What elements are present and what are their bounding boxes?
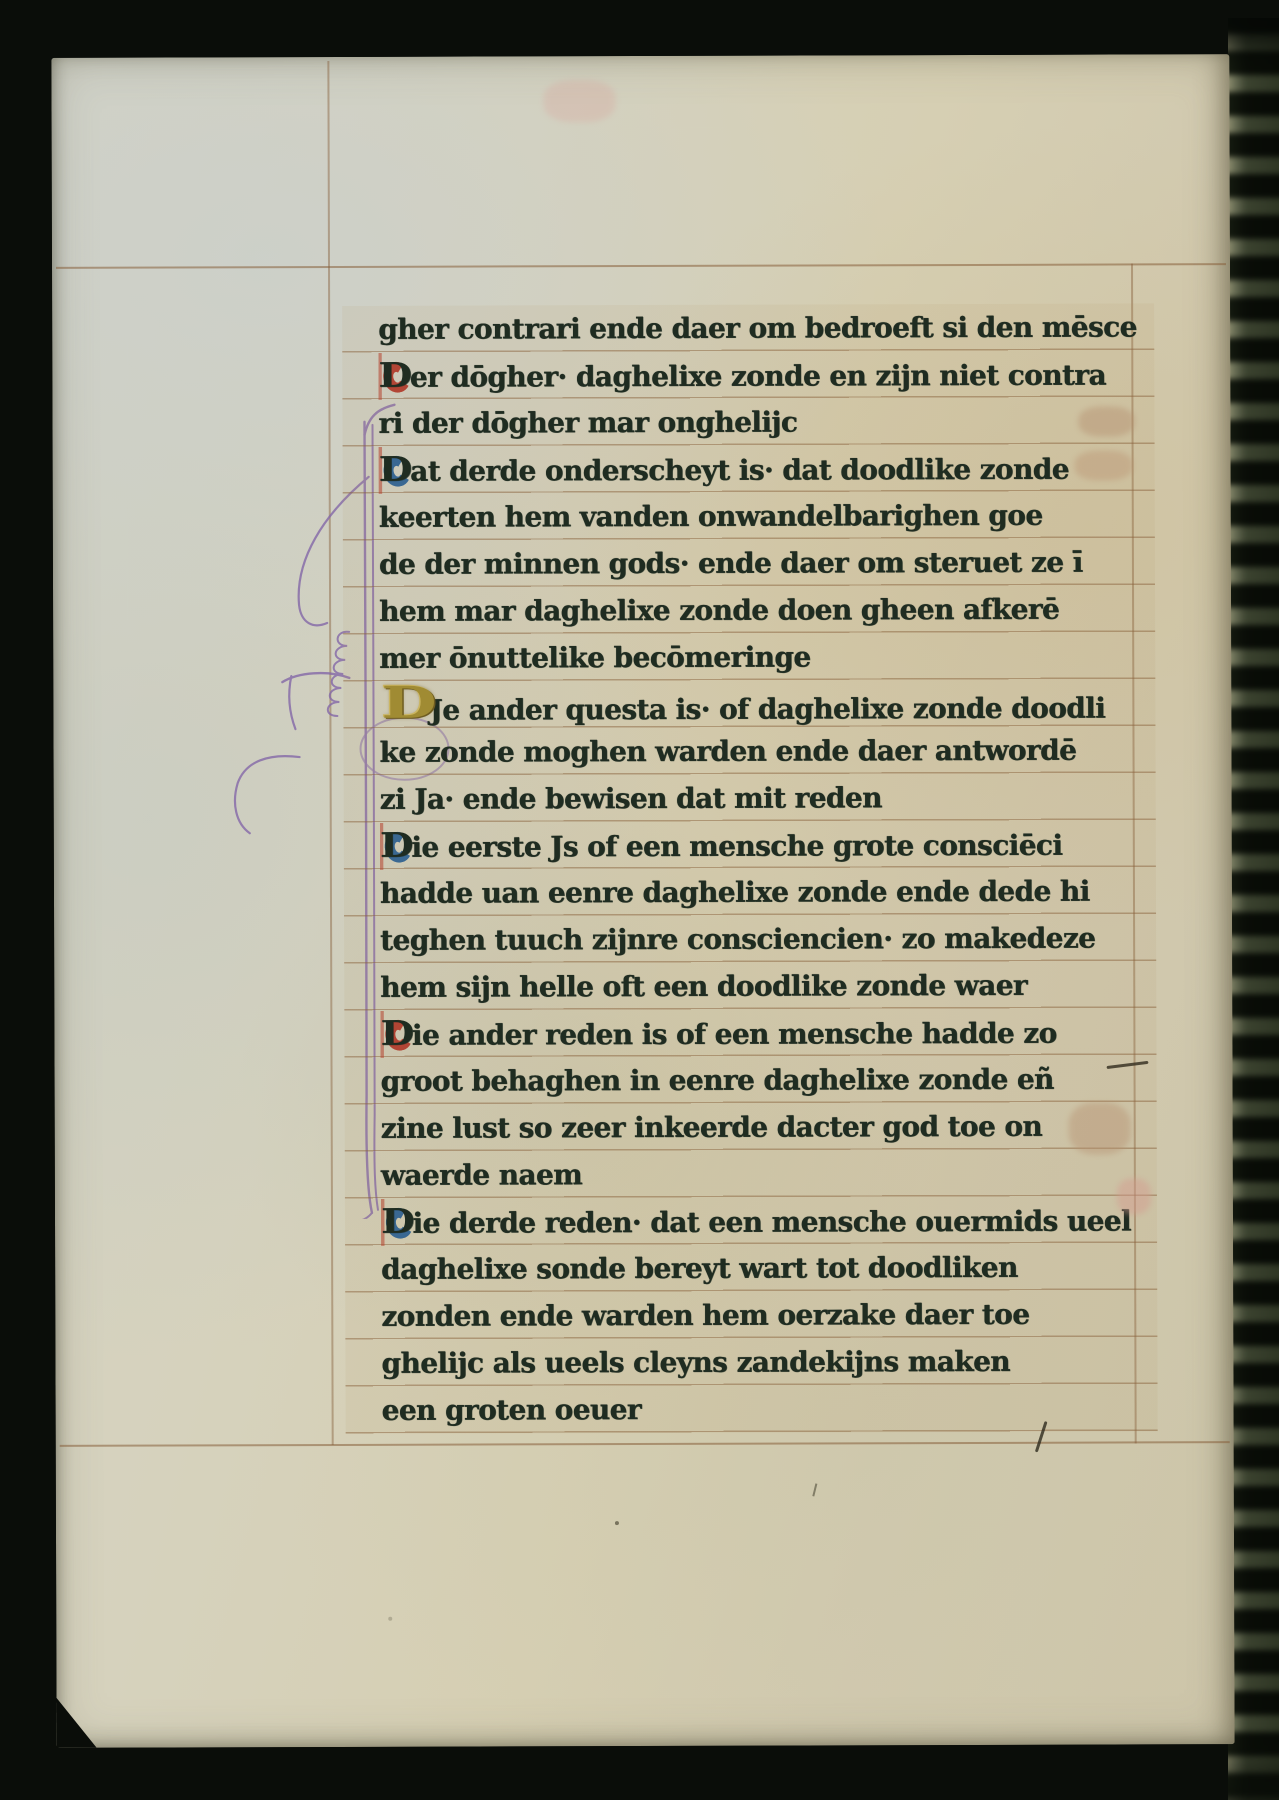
line-text: waerde naem [380,1158,583,1192]
manuscript-text-line [380,914,1156,963]
manuscript-text-line [380,1008,1156,1057]
ink-initial: D [379,447,413,494]
manuscript-text-line [379,632,1155,681]
line-text: hadde uan eenre daghelixe zonde ende dede hi [379,874,1090,910]
line-text: keerten hem vanden onwandelbarighen goe [378,498,1043,534]
line-text: at derde onderscheyt is· dat doodlike zonde [410,452,1069,488]
line-text: mer ōnuttelike becōmeringe [379,640,811,675]
ink-initial: D [380,1011,414,1058]
ink-initial: D [381,1199,415,1246]
manuscript-text-line [378,397,1154,446]
line-text: zonden ende warden hem oerzake daer toe [381,1297,1030,1333]
line-text: ie ander reden is of een mensche hadde zo [411,1016,1057,1052]
line-text: ke zonde moghen warden ende daer antwordē [379,733,1077,769]
line-text: groot behaghen in eenre daghelixe zonde eñ [380,1062,1054,1098]
bottom-frame-ruling [60,1441,1230,1446]
manuscript-text-line [382,1384,1158,1433]
red-offset-stain [1117,1178,1151,1214]
line-text: teghen tuuch zijnre consciencien· zo makedeze [380,921,1096,957]
manuscript-text-line [378,303,1154,352]
text-block [342,303,1158,1434]
ink-initial: D [380,823,414,870]
brown-show-through [1075,450,1133,480]
manuscript-text-line [381,1337,1157,1386]
manuscript-text-line [380,820,1156,869]
facing-page-edge [1228,18,1279,1800]
line-text: gher contrari ende daer om bedroeft si den mēsce [378,310,1137,346]
manuscript-text-line [379,679,1155,728]
line-text: zi Ja· ende bewisen dat mit reden [379,781,882,816]
manuscript-text-line [380,773,1156,822]
line-text: ie derde reden· dat een mensche ouermids ueel [412,1204,1132,1240]
line-text: ie eerste Js of een mensche grote consciēci [411,828,1063,864]
ink-speck [615,1521,619,1525]
gold-initial: D [381,677,437,729]
manuscript-text-line [381,1149,1157,1198]
line-text: ri der dōgher mar onghelijc [378,405,798,440]
brown-show-through [1078,406,1134,436]
manuscript-text-line [379,491,1155,540]
line-text: een groten oeuer [381,1393,642,1427]
manuscript-text-line [378,350,1154,399]
manuscript-text-line [381,1102,1157,1151]
manuscript-page [51,54,1234,1748]
pen-flick-mark [812,1483,817,1496]
red-offset-stain [543,80,615,122]
manuscript-text-line [380,867,1156,916]
line-text: Je ander questa is· of daghelixe zonde doodli [429,691,1106,727]
page-corner-cut [57,1698,97,1748]
manuscript-text-line [380,961,1156,1010]
line-text: hem mar daghelixe zonde doen gheen afkerē [379,592,1060,628]
manuscript-text-line [381,1196,1157,1245]
line-text: zine lust so zeer inkeerde dacter god toe on [380,1109,1043,1145]
line-text: de der minnen gods· ende daer om steruet ze ī [378,545,1083,581]
line-text: ghelijc als ueels cleyns zandekijns maken [381,1344,1011,1380]
manuscript-text-line [379,585,1155,634]
manuscript-text-line [381,1243,1157,1292]
top-frame-ruling [56,263,1226,268]
line-text: hem sijn helle oft een doodlike zonde waer [380,968,1028,1004]
ink-speck [388,1617,392,1621]
manuscript-text-line [379,538,1155,587]
ink-initial: D [378,353,412,400]
facing-page-blurred-text [1228,18,1279,1800]
manuscript-text-line [379,726,1155,775]
manuscript-text-line [379,444,1155,493]
manuscript-text-line [381,1290,1157,1339]
manuscript-text-line [380,1055,1156,1104]
line-text: er dōgher· daghelixe zonde en zijn niet contra [409,358,1107,394]
brown-show-through [1069,1102,1131,1154]
line-text: daghelixe sonde bereyt wart tot doodliken [381,1250,1018,1286]
